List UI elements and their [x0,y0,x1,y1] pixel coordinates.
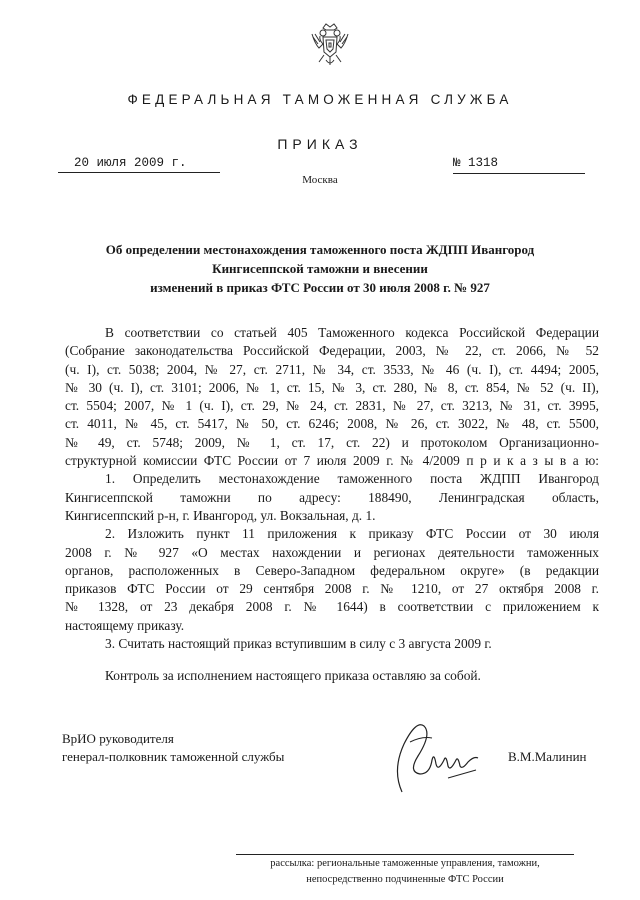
signatory-position [62,730,284,766]
coat-of-arms-icon [309,22,351,68]
title-line: Об определении местонахождения таможенного поста ЖДПП Ивангород [105,242,535,257]
body-line: настоящему приказу. [65,617,185,633]
handwritten-signature [388,712,488,796]
body-line: (Собрание законодательства Российской Федерации, 2003, № 22, ст. 2066, № 52 [65,343,599,359]
body-line: органов, расположенных в Северо-Западном федеральном округе» (в редакции [65,562,599,578]
body-line: структурной комиссии ФТС России от 7 июля 2009 г. № 4/2009 п р и к а з ы в а ю: [65,453,599,469]
body-line: № 1328, от 23 декабря 2008 г. № 1644) в соответствии с приложением к [65,599,599,615]
body-line: № 30 (ч. I), ст. 3101; 2006, № 1, ст. 15, № 3, ст. 280, № 8, ст. 854, № 52 (ч. II), [65,379,599,395]
divider [236,854,574,855]
body-line: ст. 4011, № 45, ст. 5417, № 50, ст. 6246; 2008, № 26, ст. 3022, № 48, ст. 5500, [65,416,599,432]
title-line: изменений в приказ ФТС России от 30 июля 2008 г. № 927 [150,280,490,295]
body-line: 1. Определить местонахождение таможенного поста ЖДПП Ивангород [105,471,599,487]
body-line: ст. 5504; 2007, № 1 (ч. I), ст. 29, № 24, ст. 2831, № 27, ст. 3213, № 31, ст. 3995, [65,398,599,414]
distribution-list [236,856,574,888]
title-line: Кингисеппской таможни и внесении [212,261,428,276]
body-line: 2008 г. № 927 «О местах нахождении и регионах деятельности таможенных [65,544,599,560]
body-line: 2. Изложить пункт 11 приложения к приказу ФТС России от 30 июля [105,526,599,542]
order-date: 20 июля 2009 г. [58,156,220,173]
document-type: ПРИКАЗ [277,136,363,152]
order-number: № 1318 [453,156,585,174]
position-line: ВрИО руководителя [62,731,174,746]
distribution-line: рассылка: региональные таможенные управления, таможни, [270,858,540,869]
body-line: 3. Считать настоящий приказ вступившим в силу с 3 августа 2009 г. [105,636,492,652]
position-line: генерал-полковник таможенной службы [62,749,285,764]
body-line: приказов ФТС России от 29 сентября 2008 г. № 1210, от 27 октября 2008 г. [65,581,599,597]
body-line: Контроль за исполнением настоящего приказа оставляю за собой. [105,668,481,684]
agency-name: ФЕДЕРАЛЬНАЯ ТАМОЖЕННАЯ СЛУЖБА [127,92,513,107]
order-body [65,324,599,686]
body-line: В соответствии со статьей 405 Таможенного кодекса Российской Федерации [105,325,599,340]
body-line: Кингисеппской таможни по адресу: 188490, Ленинградская область, [65,489,599,505]
body-line: Кингисеппский р-н, г. Ивангород, ул. Вокзальная, д. 1. [65,507,376,523]
body-line: № 49, ст. 5748; 2009, № 1, ст. 17, ст. 22) и протоколом Организационно- [65,434,599,450]
body-line: (ч. I), ст. 5038; 2004, № 27, ст. 2711, № 34, ст. 3533, № 46 (ч. I), ст. 4494; 2005, [65,361,599,377]
city: Москва [302,174,338,186]
signatory-name: В.М.Малинин [508,749,587,764]
distribution-line: непосредственно подчиненные ФТС России [306,874,504,885]
order-title [70,240,570,297]
